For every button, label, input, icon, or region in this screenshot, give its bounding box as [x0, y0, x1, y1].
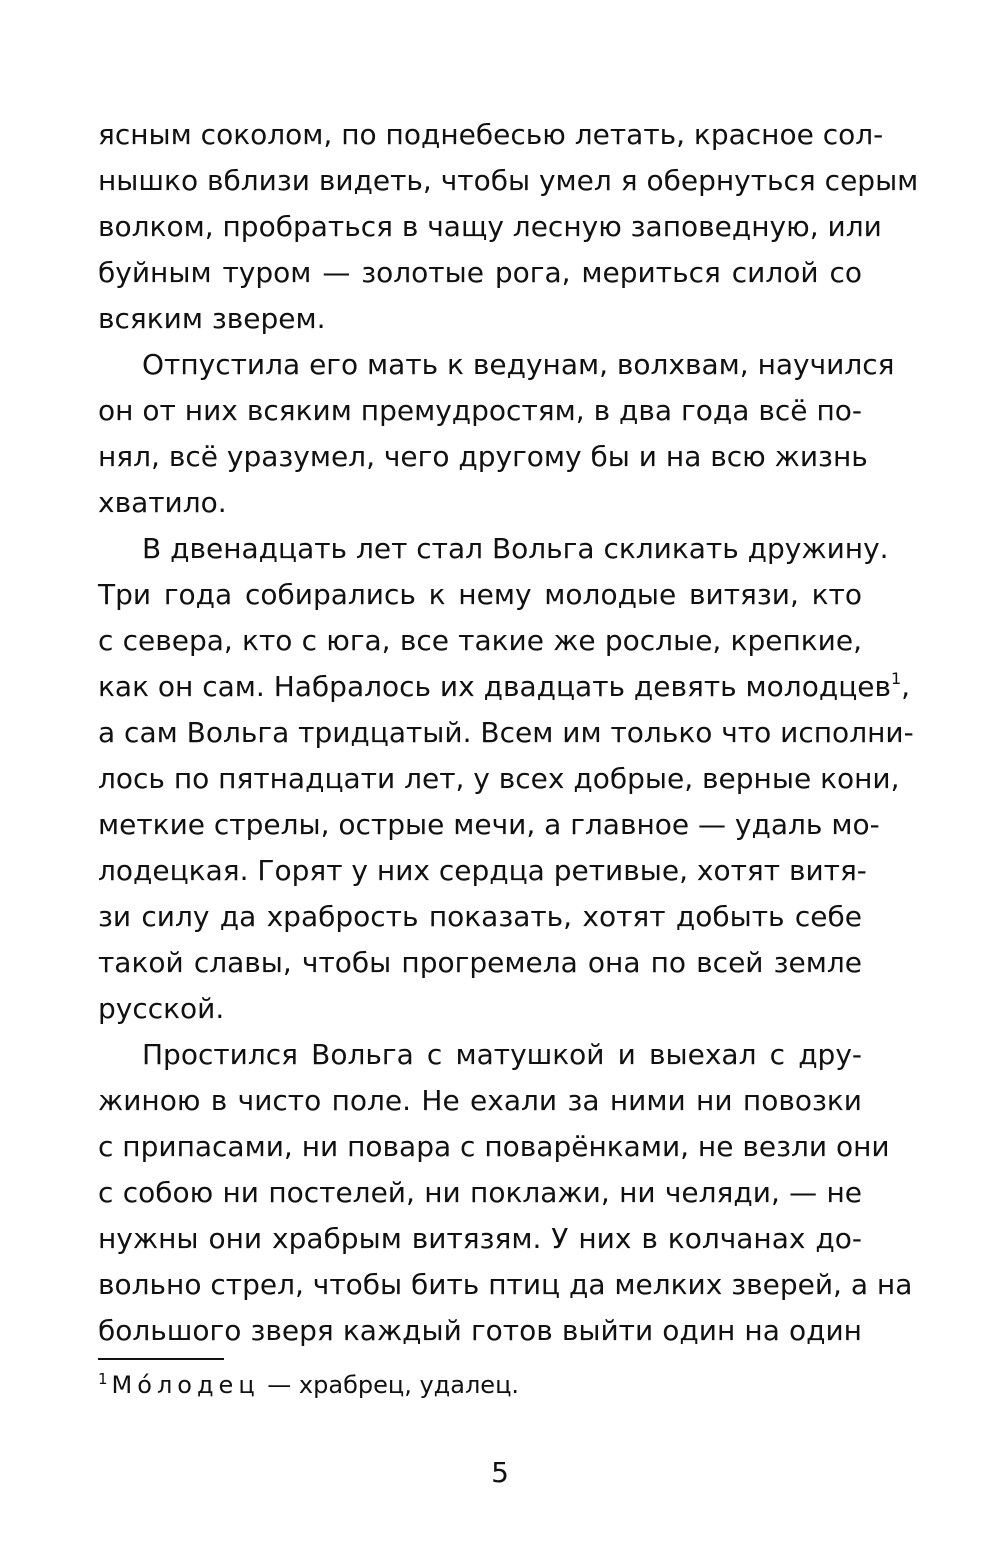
text-line: с севера, кто с юга, все такие же рослые, крепкие, [98, 624, 862, 657]
text-line: буйным туром — золотые рога, мериться силой со [98, 256, 862, 289]
paragraph-1 [98, 112, 919, 342]
text-line: нужны они храбрым витязям. У них в колчанах до- [98, 1222, 862, 1255]
text-line: ясным соколом, по поднебесью летать, красное сол- [98, 118, 884, 151]
text-line: хватило. [98, 486, 227, 519]
text-line: он от них всяким премудростям, в два года всё по- [98, 394, 862, 427]
text-line: нышко вблизи видеть, чтобы умел я обернуться серым [98, 164, 919, 197]
text-line: большого зверя каждый готов выйти один на один [98, 1314, 862, 1347]
text-line: вольно стрел, чтобы бить птиц да мелких зверей, а на [98, 1268, 913, 1301]
text-line: а сам Вольга тридцатый. Всем им только что исполни- [98, 716, 914, 749]
text-line: с припасами, ни повара с поварёнками, не везли они [98, 1130, 890, 1163]
text-line-with-footnote [98, 664, 911, 710]
text-line: лодецкая. Горят у них сердца ретивые, хотят витя- [98, 854, 867, 887]
paragraph-4 [98, 1032, 913, 1354]
footnote-divider [98, 1358, 224, 1360]
text-line: зи силу да храбрость показать, хотят добыть себе [98, 900, 862, 933]
text-line: меткие стрелы, острые мечи, а главное — удаль мо- [98, 808, 880, 841]
text-line: с собою ни постелей, ни поклажи, ни челяди, — не [98, 1176, 862, 1209]
footnote [98, 1368, 519, 1402]
text-line: волком, пробраться в чащу лесную заповедную, или [98, 210, 882, 243]
text-line: жиною в чисто поле. Не ехали за ними ни повозки [98, 1084, 862, 1117]
text-line: русской. [98, 992, 225, 1025]
page-body [98, 112, 919, 1354]
text-line: Отпустила его мать к ведунам, волхвам, научился [142, 348, 895, 381]
footnote-definition: — храбрец, удалец. [267, 1371, 520, 1399]
text-line: В двенадцать лет стал Вольга скликать дружину. [142, 532, 889, 565]
footnote-reference[interactable]: 1 [890, 669, 902, 688]
page-number: 5 [491, 1456, 509, 1489]
text-line: всяким зверем. [98, 302, 326, 335]
text-line: такой славы, чтобы прогремела она по всей земле [98, 946, 862, 979]
text-line: нял, всё уразумел, чего другому бы и на всю жизнь [98, 440, 868, 473]
punctuation: , [901, 670, 911, 703]
footnote-number: 1 [98, 1370, 108, 1388]
text-line: Простился Вольга с матушкой и выехал с дру- [142, 1038, 862, 1071]
footnote-term: Мо́лодец [111, 1371, 260, 1399]
text-line: как он сам. Набралось их двадцать девять молодцев [98, 670, 891, 703]
text-line: лось по пятнадцати лет, у всех добрые, верные кони, [98, 762, 900, 795]
paragraph-3 [98, 526, 914, 1032]
paragraph-2 [98, 342, 895, 526]
text-line: Три года собирались к нему молодые витязи, кто [98, 578, 862, 611]
